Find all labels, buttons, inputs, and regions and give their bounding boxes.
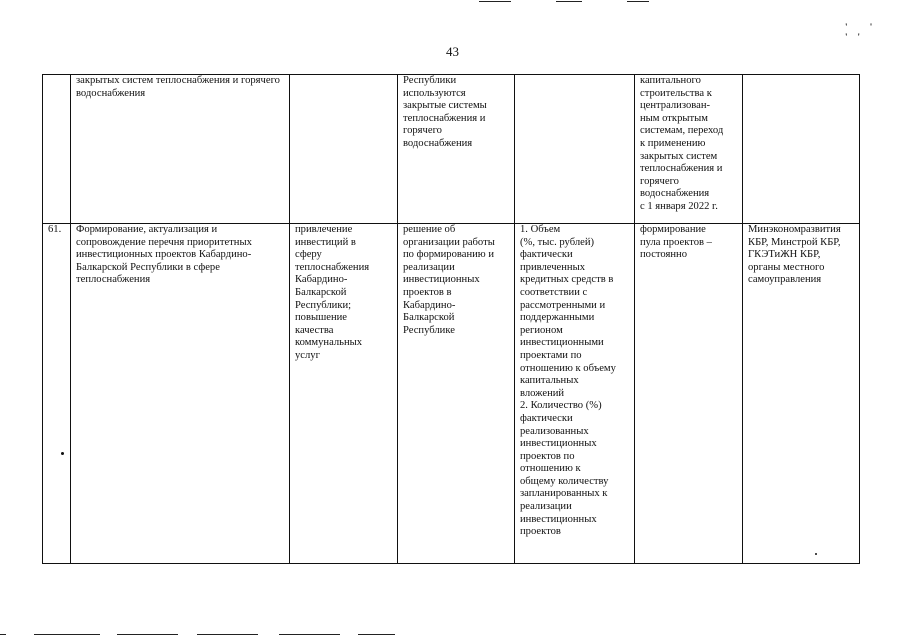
cell-result: решение об организации работы по формированию и реализации инвестиционных проектов в Кабардино- Балкарской Республике [398, 224, 515, 564]
cell-measure: Формирование, актуализация и сопровождение перечня приоритетных инвестиционных проектов Кабардино-Балкарской Республики в сфере теплоснабжения [71, 224, 290, 564]
cell-goal [290, 75, 398, 224]
table-row-61 [43, 224, 860, 564]
bottom-scan-rule-6 [358, 634, 395, 635]
stray-dot-left [61, 452, 64, 455]
cell-num: 61. [43, 224, 71, 564]
stray-dot-right [815, 553, 817, 555]
bottom-scan-rule-1 [0, 634, 6, 635]
cell-result: Республики используются закрытые системы теплоснабжения и горячего водоснабжения [398, 75, 515, 224]
cell-goal: привлечение инвестиций в сферу теплоснабжения Кабардино- Балкарской Республики; повышение качества коммунальных услуг [290, 224, 398, 564]
bottom-scan-rule-3 [117, 634, 178, 635]
bottom-scan-rule-5 [279, 634, 340, 635]
cell-indicator [515, 75, 635, 224]
scan-mark-top-2 [556, 1, 582, 2]
cell-responsible [743, 75, 860, 224]
scan-mark-top-1 [479, 1, 511, 2]
corner-scan-marks: ' ' '' [845, 22, 883, 42]
cell-num [43, 75, 71, 224]
cell-measure: закрытых систем теплоснабжения и горячего водоснабжения [71, 75, 290, 224]
cell-indicator: 1. Объем (%, тыс. рублей) фактически привлеченных кредитных средств в соответствии с рассмотренными и поддержанными регионом инвестиционными проектами по отношению к объему капитальных вложений 2. Количество (%) фактически реализованных инвестиционных проектов по отношению к общему количеству запланированных к реализации инвестиционных проектов [515, 224, 635, 564]
scan-mark-top-3 [627, 1, 649, 2]
bottom-scan-rule-4 [197, 634, 258, 635]
table-row-continuation [43, 75, 860, 224]
cell-responsible: Минэкономразвития КБР, Минстрой КБР, ГКЭТиЖН КБР, органы местного самоуправления [743, 224, 860, 564]
page-number: 43 [446, 44, 459, 59]
cell-deadline: капитального строительства к централизован- ным открытым системам, переход к применению закрытых систем теплоснабжения и горячего водоснабжения с 1 января 2022 г. [635, 75, 743, 224]
bottom-scan-rule-2 [34, 634, 100, 635]
measures-table [42, 74, 860, 564]
cell-deadline: формирование пула проектов – постоянно [635, 224, 743, 564]
